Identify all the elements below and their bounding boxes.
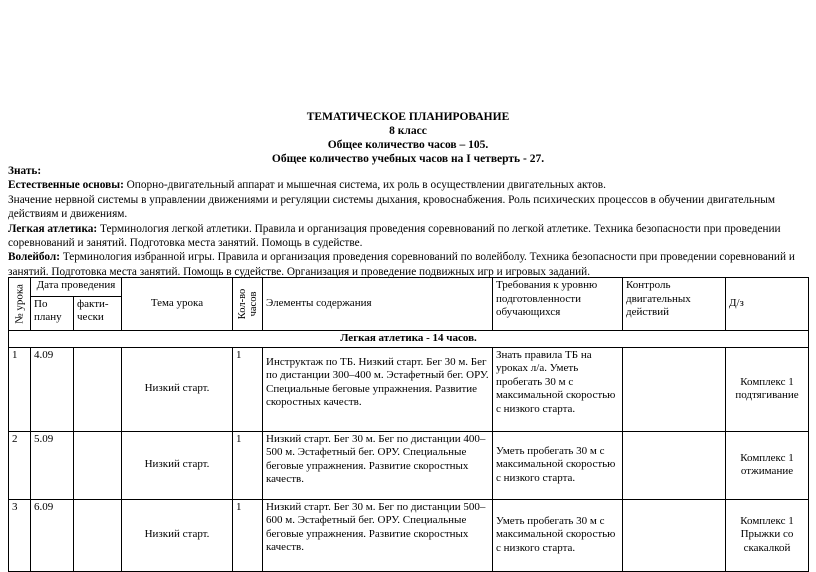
header-hours: Кол-во часов	[233, 278, 263, 331]
row-elements: Низкий старт. Бег 30 м. Бег по дистанции 500–600 м. Эстафетный бег. ОРУ. Специальные беговые упражнения. Развитие скоростных качеств.	[263, 499, 493, 571]
row-control	[623, 499, 726, 571]
row-elements: Инструктаж по ТБ. Низкий старт. Бег 30 м. Бег по дистанции 300–400 м. Эстафетный бег. ОРУ. Специальные беговые упражнения. Развитие скоростных качеств.	[263, 347, 493, 431]
natural-label: Естественные основы:	[8, 179, 124, 192]
row-topic: Низкий старт.	[122, 347, 233, 431]
section-title: Легкая атлетика - 14 часов.	[9, 331, 809, 348]
row-plan-date: 4.09	[31, 347, 74, 431]
table-row	[9, 499, 809, 571]
row-requirements: Уметь пробегать 30 м с максимальной скоростью с низкого старта.	[493, 499, 623, 571]
row-fact-date	[74, 499, 122, 571]
row-homework: Комплекс 1 отжимание	[726, 431, 809, 499]
row-homework: Комплекс 1 подтягивание	[726, 347, 809, 431]
row-no: 2	[9, 431, 31, 499]
header-topic: Тема урока	[122, 278, 233, 331]
document-title: ТЕМАТИЧЕСКОЕ ПЛАНИРОВАНИЕ	[306, 111, 510, 123]
row-control	[623, 347, 726, 431]
planning-table	[8, 277, 809, 572]
row-fact-date	[74, 347, 122, 431]
volleyball-label: Волейбол:	[8, 251, 60, 264]
row-requirements: Знать правила ТБ на уроках л/а. Уметь пробегать 30 м с максимальной скоростью с низкого старта.	[493, 347, 623, 431]
header-plan: По плану	[31, 296, 74, 330]
header-lesson-no: № урока	[9, 278, 31, 331]
row-control	[623, 431, 726, 499]
grade-line: 8 класс	[389, 125, 427, 137]
header-requirements: Требования к уровню подготовленности обучающихся	[493, 278, 623, 331]
row-hours: 1	[233, 347, 263, 431]
total-hours-line: Общее количество часов – 105.	[327, 139, 489, 151]
row-homework: Комплекс 1 Прыжки со скакалкой	[726, 499, 809, 571]
table-row	[9, 347, 809, 431]
table-row	[9, 431, 809, 499]
volleyball-text: Терминология избранной игры. Правила и организация проведения соревнований по волейболу. Техника безопасности при проведении соревнований и занятий. Подготовка места занятий. Помощь в судействе. Организация и проведение подвижных игр и игровых заданий.	[8, 251, 795, 278]
header-control: Контроль двигательных действий	[623, 278, 726, 331]
row-topic: Низкий старт.	[122, 499, 233, 571]
know-label: Знать:	[8, 165, 42, 177]
row-no: 1	[9, 347, 31, 431]
row-elements: Низкий старт. Бег 30 м. Бег по дистанции 400–500 м. Эстафетный бег. ОРУ. Специальные беговые упражнения. Развитие скоростных качеств.	[263, 431, 493, 499]
header-elements: Элементы содержания	[263, 278, 493, 331]
row-hours: 1	[233, 499, 263, 571]
intro-section	[8, 164, 808, 279]
row-plan-date: 5.09	[31, 431, 74, 499]
row-fact-date	[74, 431, 122, 499]
row-hours: 1	[233, 431, 263, 499]
row-topic: Низкий старт.	[122, 431, 233, 499]
athletics-text: Терминология легкой атлетики. Правила и организация проведения соревнований по легкой атлетике. Техника безопасности при проведении соревнований и занятий. Подготовка места занятий. Помощь в судействе.	[8, 222, 781, 250]
header-fact: факти-чески	[74, 296, 122, 330]
natural-text: Опорно-двигательный аппарат и мышечная система, их роль в осуществлении двигательных актов.	[123, 179, 606, 192]
row-plan-date: 6.09	[31, 499, 74, 571]
row-requirements: Уметь пробегать 30 м с максимальной скоростью с низкого старта.	[493, 431, 623, 499]
section-row	[9, 331, 809, 348]
nervous-text: Значение нервной системы в управлении движениями и регуляции системы дыхания, кровоснабжения. Роль психических процессов в обучении двигательным действиям и движениям.	[8, 193, 775, 221]
table-header-row	[9, 278, 809, 297]
athletics-label: Легкая атлетика:	[8, 222, 98, 235]
header-homework: Д/з	[726, 278, 809, 331]
row-no: 3	[9, 499, 31, 571]
quarter-hours-line: Общее количество учебных часов на I четверть - 27.	[271, 153, 545, 165]
header-date: Дата проведения	[31, 278, 122, 297]
